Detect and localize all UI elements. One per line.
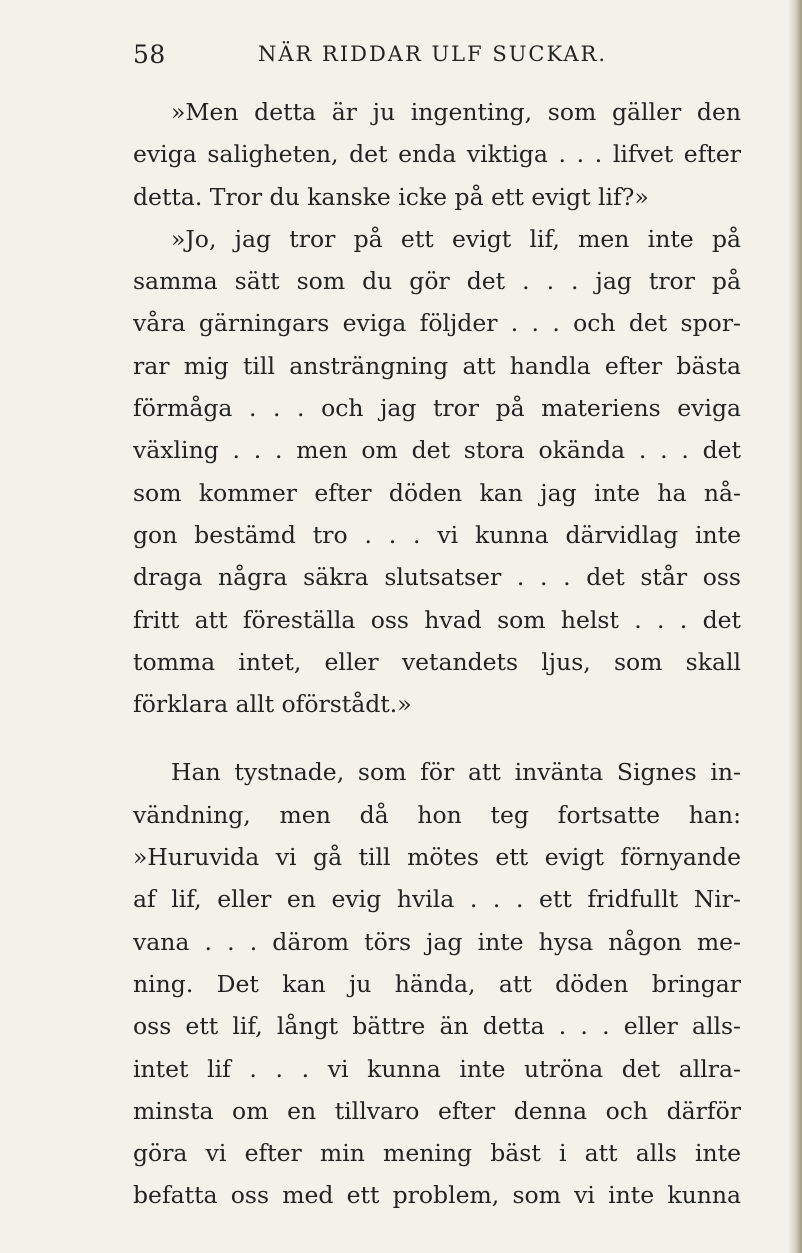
text-line: af lif, eller en evig hvila . . . ett fridfullt Nir- [133,885,741,914]
text-line: vana . . . därom törs jag inte hysa någon me- [133,927,741,956]
text-line: förklara allt oförstådt.» [133,690,412,719]
text-line: draga några säkra slutsatser . . . det står oss [133,563,741,592]
text-line: intet lif . . . vi kunna inte utröna det allra- [133,1054,741,1083]
text-line: ning. Det kan ju hända, att döden bringar [133,969,741,998]
text-line: Han tystnade, som för att invänta Signes in- [171,758,741,787]
text-line: tomma intet, eller vetandets ljus, som skall [133,647,741,676]
text-line: befatta oss med ett problem, som vi inte kunna [133,1181,741,1210]
body-text [133,91,741,1217]
page-edge-shadow [788,0,802,1253]
text-line: oss ett lif, långt bättre än detta . . . eller alls- [133,1012,741,1041]
text-line: göra vi efter min mening bäst i att alls inte [133,1139,741,1168]
paragraph-gap [133,725,741,751]
running-title: NÄR RIDDAR ULF SUCKAR. [258,42,607,66]
text-line: »Huruvida vi gå till mötes ett evigt förnyande [133,843,741,872]
text-line: »Men detta är ju ingenting, som gäller den [171,98,741,126]
text-line: samma sätt som du gör det . . . jag tror på [133,267,741,296]
page-header [133,40,743,76]
text-line: minsta om en tillvaro efter denna och därför [133,1096,741,1125]
text-line: som kommer efter döden kan jag inte ha nå- [133,478,741,507]
text-line: fritt att föreställa oss hvad som helst . . . det [133,605,741,634]
text-line: förmåga . . . och jag tror på materiens eviga [133,394,741,423]
text-line: »Jo, jag tror på ett evigt lif, men inte på [171,224,741,253]
text-line: eviga saligheten, det enda viktiga . . . lifvet efter [133,140,741,169]
text-line: gon bestämd tro . . . vi kunna därvidlag inte [133,520,741,549]
text-line: rar mig till ansträngning att handla efter bästa [133,351,741,380]
page-number: 58 [133,40,166,69]
text-line: våra gärningars eviga följder . . . och det spor- [133,309,741,338]
text-line: vändning, men då hon teg fortsatte han: [133,800,741,829]
text-line: växling . . . men om det stora okända . . . det [133,436,741,465]
text-line: detta. Tror du kanske icke på ett evigt lif?» [133,182,649,211]
